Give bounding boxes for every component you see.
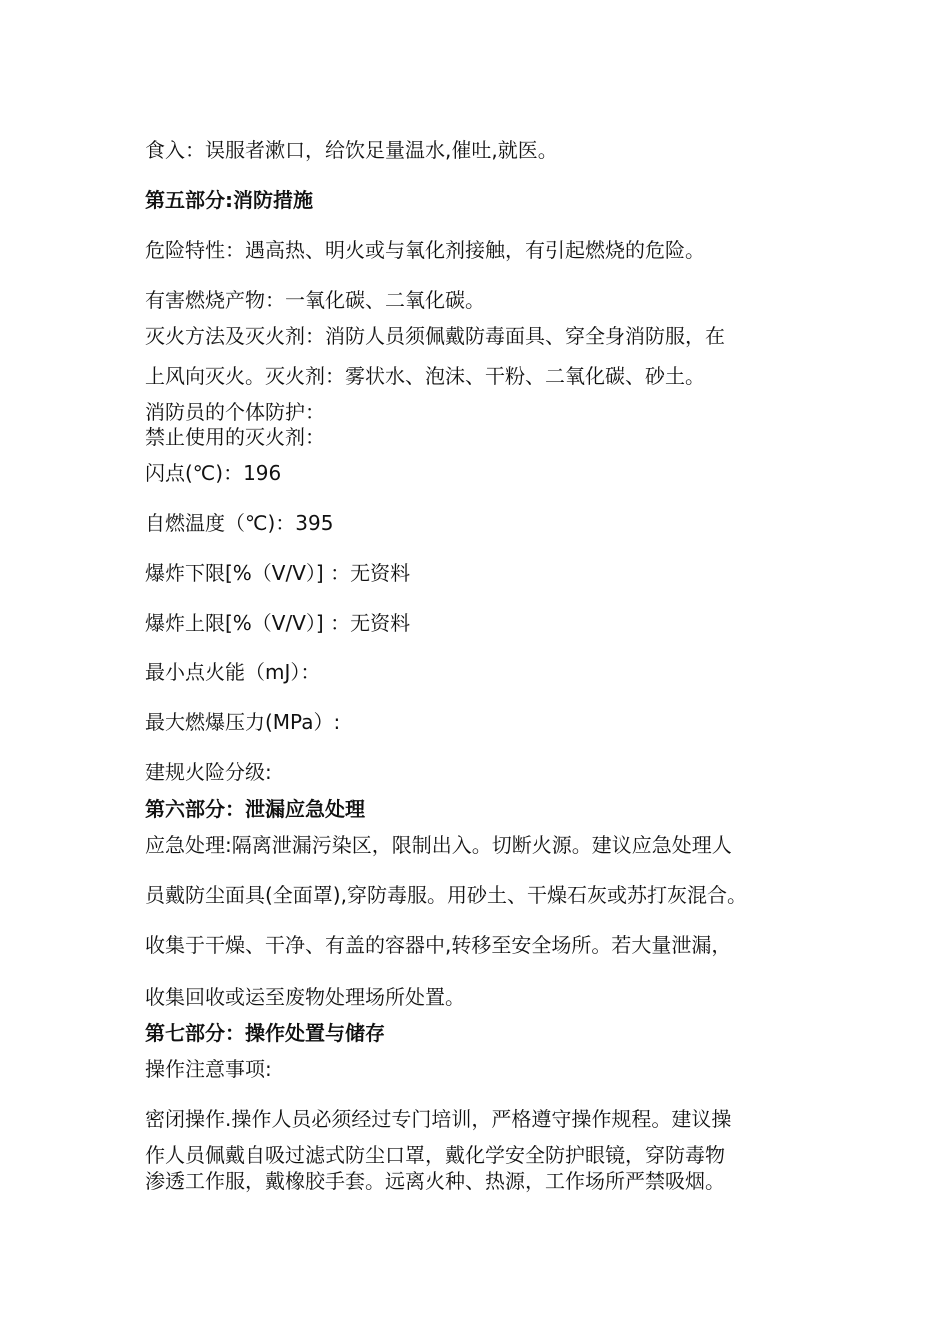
operation-precautions-line-1: 密闭操作.操作人员必须经过专门培训，严格遵守操作规程。建议操 xyxy=(145,1107,732,1131)
firefighter-protection: 消防员的个体防护： xyxy=(145,400,325,424)
emergency-treatment-line-2: 员戴防尘面具(全面罩),穿防毒服。用砂土、干燥石灰或苏打灰混合。 xyxy=(145,883,747,907)
operation-precautions-line-3: 渗透工作服，戴橡胶手套。远离火种、热源，工作场所严禁吸烟。 xyxy=(145,1169,725,1193)
maximum-explosion-pressure: 最大燃爆压力(MPa）: xyxy=(145,710,341,734)
lower-explosion-limit: 爆炸下限[%（V/V）] ：无资料 xyxy=(145,561,411,585)
prohibited-extinguishing-agents: 禁止使用的灭火剂： xyxy=(145,425,325,449)
minimum-ignition-energy: 最小点火能（mJ）： xyxy=(145,660,321,684)
extinguishing-method-line-2: 上风向灭火。灭火剂：雾状水、泡沫、干粉、二氧化碳、砂土。 xyxy=(145,364,705,388)
operation-precautions-label: 操作注意事项: xyxy=(145,1057,272,1081)
emergency-treatment-line-3: 收集于干燥、干净、有盖的容器中,转移至安全场所。若大量泄漏， xyxy=(145,933,732,957)
autoignition-temperature: 自燃温度（℃)：395 xyxy=(145,511,334,535)
extinguishing-method-line-1: 灭火方法及灭火剂：消防人员须佩戴防毒面具、穿全身消防服，在 xyxy=(145,324,725,348)
harmful-combustion-products: 有害燃烧产物：一氧化碳、二氧化碳。 xyxy=(145,288,485,312)
fire-hazard-classification: 建规火险分级: xyxy=(145,760,272,784)
section-6-heading: 第六部分：泄漏应急处理 xyxy=(145,797,365,821)
section-5-heading: 第五部分:消防措施 xyxy=(145,188,313,212)
flash-point: 闪点(℃)：196 xyxy=(145,461,282,485)
ingestion-text: 食入：误服者漱口，给饮足量温水,催吐,就医。 xyxy=(145,138,558,162)
emergency-treatment-line-4: 收集回收或运至废物处理场所处置。 xyxy=(145,985,465,1009)
upper-explosion-limit: 爆炸上限[%（V/V）] ：无资料 xyxy=(145,611,411,635)
section-7-heading: 第七部分：操作处置与储存 xyxy=(145,1021,385,1045)
operation-precautions-line-2: 作人员佩戴自吸过滤式防尘口罩，戴化学安全防护眼镜，穿防毒物 xyxy=(145,1143,725,1167)
hazard-characteristics: 危险特性：遇高热、明火或与氧化剂接触，有引起燃烧的危险。 xyxy=(145,238,705,262)
emergency-treatment-line-1: 应急处理:隔离泄漏污染区，限制出入。切断火源。建议应急处理人 xyxy=(145,833,732,857)
